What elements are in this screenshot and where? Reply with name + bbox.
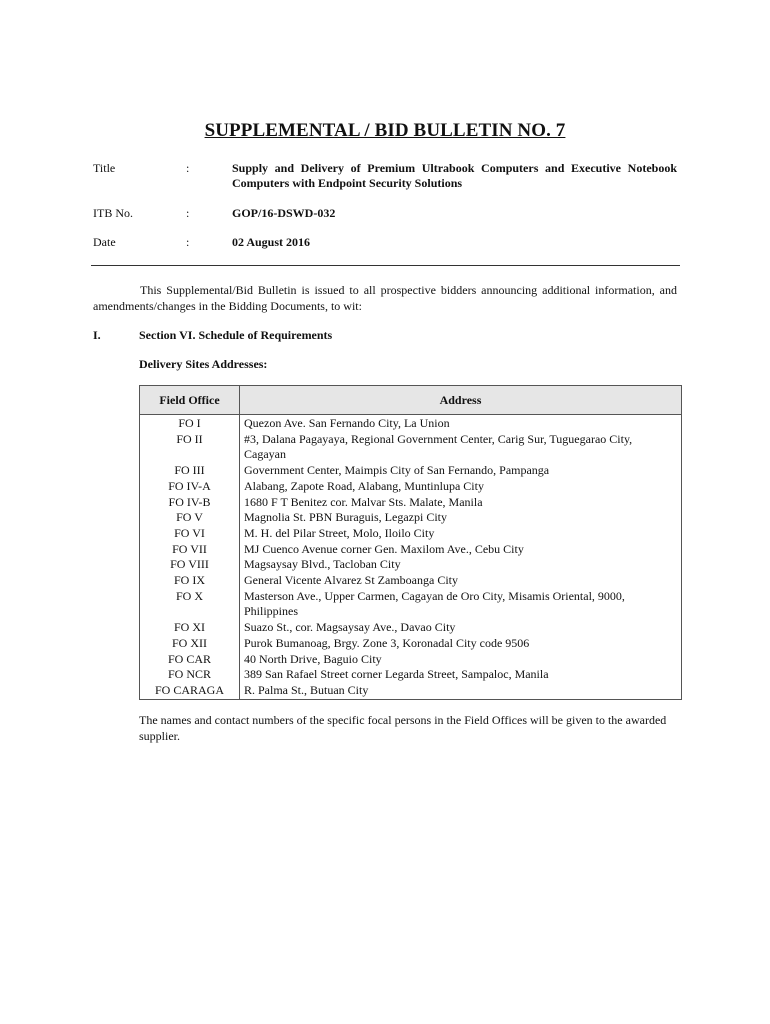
meta-colon: : (186, 235, 190, 249)
field-office-cell: FO III (140, 463, 240, 479)
section-title: Section VI. Schedule of Requirements (139, 328, 333, 342)
address-cell: Alabang, Zapote Road, Alabang, Muntinlupa City (240, 479, 682, 495)
table-row (140, 636, 682, 652)
field-office-cell: FO I (140, 415, 240, 432)
field-office-cell: FO II (140, 432, 240, 463)
field-office-cell: FO NCR (140, 667, 240, 683)
field-office-cell: FO IV-B (140, 495, 240, 511)
table-row (140, 526, 682, 542)
field-office-cell: FO XII (140, 636, 240, 652)
field-office-cell: FO X (140, 589, 240, 620)
meta-value: GOP/16-DSWD-032 (232, 206, 336, 220)
field-office-cell: FO VII (140, 542, 240, 558)
address-cell: General Vicente Alvarez St Zamboanga City (240, 573, 682, 589)
column-header-field-office: Field Office (140, 386, 240, 415)
meta-colon: : (186, 206, 190, 220)
address-cell: Magsaysay Blvd., Tacloban City (240, 557, 682, 573)
table-row (140, 495, 682, 511)
address-cell: #3, Dalana Pagayaya, Regional Government Center, Carig Sur, Tuguegarao City, Cagayan (240, 432, 682, 463)
address-cell: R. Palma St., Butuan City (240, 683, 682, 699)
table-row (140, 463, 682, 479)
meta-label: Date (93, 235, 116, 249)
delivery-sites-table (139, 385, 682, 700)
table-row (140, 479, 682, 495)
meta-value: 02 August 2016 (232, 235, 311, 249)
field-office-cell: FO VI (140, 526, 240, 542)
meta-label: ITB No. (93, 206, 133, 220)
address-cell: Purok Bumanoag, Brgy. Zone 3, Koronadal City code 9506 (240, 636, 682, 652)
table-row (140, 573, 682, 589)
address-cell: 389 San Rafael Street corner Legarda Street, Sampaloc, Manila (240, 667, 682, 683)
table-row (140, 557, 682, 573)
field-office-cell: FO CAR (140, 652, 240, 668)
table-row (140, 432, 682, 463)
table-row (140, 542, 682, 558)
table-header-row (140, 386, 682, 415)
delivery-sites-heading: Delivery Sites Addresses: (139, 357, 268, 371)
table-row (140, 589, 682, 620)
section-number: I. (93, 328, 101, 342)
meta-colon: : (186, 161, 190, 175)
address-cell: 40 North Drive, Baguio City (240, 652, 682, 668)
header-divider (91, 265, 680, 266)
field-office-cell: FO XI (140, 620, 240, 636)
address-cell: Magnolia St. PBN Buraguis, Legazpi City (240, 510, 682, 526)
field-office-cell: FO VIII (140, 557, 240, 573)
meta-label: Title (93, 161, 116, 175)
field-office-cell: FO IV-A (140, 479, 240, 495)
address-cell: Government Center, Maimpis City of San Fernando, Pampanga (240, 463, 682, 479)
field-office-cell: FO V (140, 510, 240, 526)
intro-paragraph: This Supplemental/Bid Bulletin is issued to all prospective bidders announcing additional information, and amendments/changes in the Bidding Documents, to wit: (93, 283, 677, 313)
table-row (140, 510, 682, 526)
meta-value: Supply and Delivery of Premium Ultrabook Computers and Executive Notebook Computers with Endpoint Security Solutions (232, 161, 677, 190)
table-row (140, 652, 682, 668)
closing-paragraph: The names and contact numbers of the specific focal persons in the Field Offices will be given to the awarded supplier. (139, 713, 667, 743)
address-cell: M. H. del Pilar Street, Molo, Iloilo City (240, 526, 682, 542)
table-row (140, 620, 682, 636)
address-cell: 1680 F T Benitez cor. Malvar Sts. Malate, Manila (240, 495, 682, 511)
field-office-cell: FO IX (140, 573, 240, 589)
column-header-address: Address (240, 386, 682, 415)
table-row (140, 415, 682, 432)
table-body (140, 415, 682, 700)
bulletin-title: SUPPLEMENTAL / BID BULLETIN NO. 7 (204, 120, 566, 141)
address-cell: Masterson Ave., Upper Carmen, Cagayan de Oro City, Misamis Oriental, 9000, Philippines (240, 589, 682, 620)
table-row (140, 683, 682, 699)
address-cell: Suazo St., cor. Magsaysay Ave., Davao City (240, 620, 682, 636)
address-cell: MJ Cuenco Avenue corner Gen. Maxilom Ave., Cebu City (240, 542, 682, 558)
table-row (140, 667, 682, 683)
field-office-cell: FO CARAGA (140, 683, 240, 699)
address-cell: Quezon Ave. San Fernando City, La Union (240, 415, 682, 432)
